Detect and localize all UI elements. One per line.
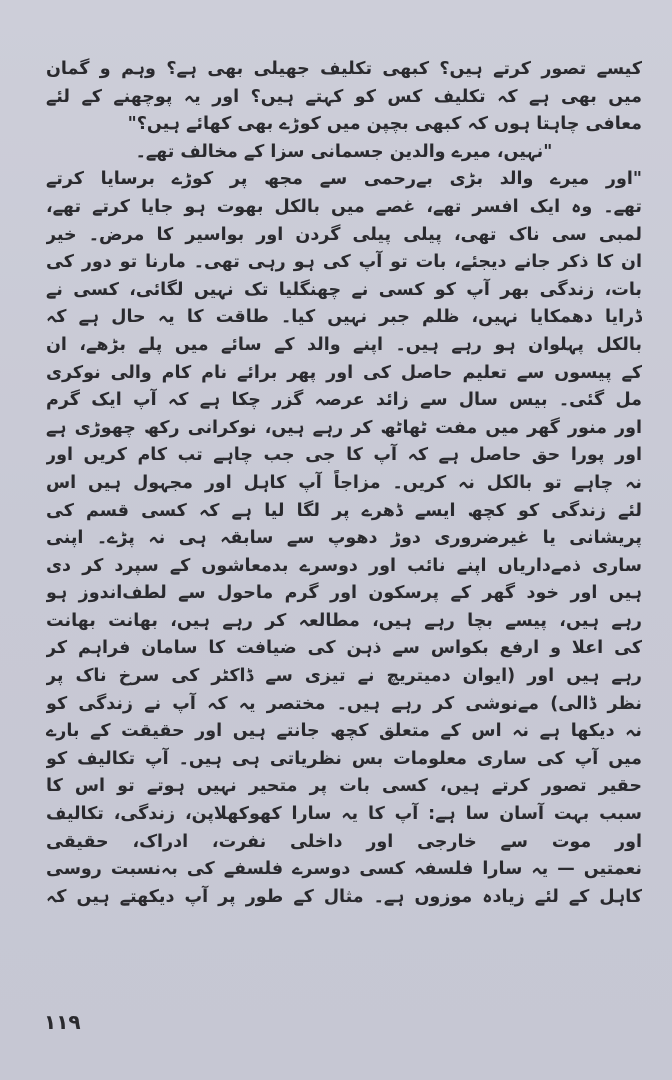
text-line: بالکل پہلوان ہو رہے ہیں۔ اپنے والد کے سائے میں پلے بڑھے، ان xyxy=(46,334,642,355)
text-line: لئے زندگی کو کچھ ایسے ڈھرے پر لگا لیا ہے کہ کسی قسم کی xyxy=(46,500,642,521)
text-line: "نہیں، میرے والدین جسمانی سزا کے مخالف تھے۔ xyxy=(135,141,553,162)
urdu-text-block xyxy=(46,56,642,911)
text-line: رہے ہیں، پیسے بچا رہے ہیں، مطالعہ کر رہے ہیں، بھانت بھانت xyxy=(46,610,642,631)
text-line: سبب بہت آسان سا ہے: آپ کا یہ سارا کھوکھلاپن، زندگی، تکالیف xyxy=(46,804,642,825)
text-line: کیسے تصور کرتے ہیں؟ کبھی تکلیف جھیلی بھی ہے؟ وہم و گمان xyxy=(46,59,642,79)
text-line: نظر ڈالی) مےنوشی کر رہے ہیں۔ مختصر یہ کہ آپ نے زندگی کو xyxy=(46,693,642,714)
text-line: مل گئی۔ بیس سال سے زائد عرصہ گزر چکا ہے کہ آپ ایک گرم xyxy=(46,390,642,411)
text-line: میں آپ کی ساری معلومات بس نظریاتی ہی ہیں۔ آپ تکالیف کو xyxy=(46,748,642,769)
text-line: نعمتیں — یہ سارا فلسفہ کسی دوسرے فلسفے کی بہ‌نسبت روسی xyxy=(46,859,642,880)
text-line: نہ چاہے تو بالکل نہ کریں۔ مزاجاً آپ کاہل اور مجہول ہیں اس xyxy=(46,472,642,493)
text-line: میں بھی ہے کہ تکلیف کس کو کہتے ہیں؟ اور یہ پوچھنے کے لئے xyxy=(46,86,642,107)
text-line: لمبی سی ناک تھی، پیلی پیلی گردن اور بواسیر کا مرض۔ خیر xyxy=(46,224,642,245)
page-number: ۱۱۹ xyxy=(44,1010,81,1034)
text-line: ساری ذمےداریاں اپنے نائب اور دوسرے بدمعاشوں کے سپرد کر دی xyxy=(46,555,642,576)
text-line: کاہل کے لئے زیادہ موزوں ہے۔ مثال کے طور پر آپ دیکھتے ہیں کہ xyxy=(46,886,642,907)
text-line: ہیں اور خود گھر کے پرسکون اور گرم ماحول سے لطف‌اندوز ہو xyxy=(46,583,642,604)
text-line: اور پورا حق حاصل ہے کہ آپ کا جی جب چاہے تب کام کریں اور xyxy=(46,445,642,466)
text-line: ان کا ذکر جانے دیجئے، بات تو آپ کی ہو رہی تھی۔ مارنا تو دور کی xyxy=(46,252,642,273)
text-line: اور موت سے خارجی اور داخلی نفرت، ادراک، حقیقی xyxy=(46,831,642,852)
text-line: تھے۔ وہ ایک افسر تھے، غصے میں بالکل بھوت ہو جایا کرتے تھے، xyxy=(46,196,642,217)
text-line: "اور میرے والد بڑی بےرحمی سے مجھ پر کوڑے برسایا کرتے xyxy=(46,169,642,190)
text-line: ڈرایا دھمکایا نہیں، ظلم جبر نہیں کیا۔ طاقت کا یہ حال ہے کہ xyxy=(46,307,642,328)
text-line: نہ دیکھا ہے نہ اس کے متعلق کچھ جانتے ہیں اور حقیقت کے بارے xyxy=(46,721,642,742)
text-line: کی اعلا و ارفع بکواس سے ذہن کی ضیافت کا سامان فراہم کر xyxy=(46,638,642,659)
text-line: حقیر تصور کرتے ہیں، کسی بات پر متحیر نہیں ہوتے تو اس کا xyxy=(46,776,642,797)
text-line: رہے ہیں اور (ایوان دمیتریچ نے تیزی سے ڈاکٹر کی سرخ ناک پر xyxy=(46,666,642,687)
text-line: کے پیسوں سے تعلیم حاصل کی اور پھر برائے نام کام والی نوکری xyxy=(46,362,642,383)
text-line: اور منور گھر میں مفت ٹھاٹھ کر رہے ہیں، نوکرانی رکھ چھوڑی ہے xyxy=(46,417,642,438)
text-line: پریشانی یا غیرضروری دوڑ دھوپ سے سابقہ ہی نہ پڑے۔ اپنی xyxy=(46,528,642,549)
text-line: بات، زندگی بھر آپ کو کسی نے چھنگلیا تک نہیں لگائی، کسی نے xyxy=(46,279,642,300)
text-line: معافی چاہتا ہوں کہ کبھی بچپن میں کوڑے بھی کھائے ہیں؟" xyxy=(127,114,642,135)
